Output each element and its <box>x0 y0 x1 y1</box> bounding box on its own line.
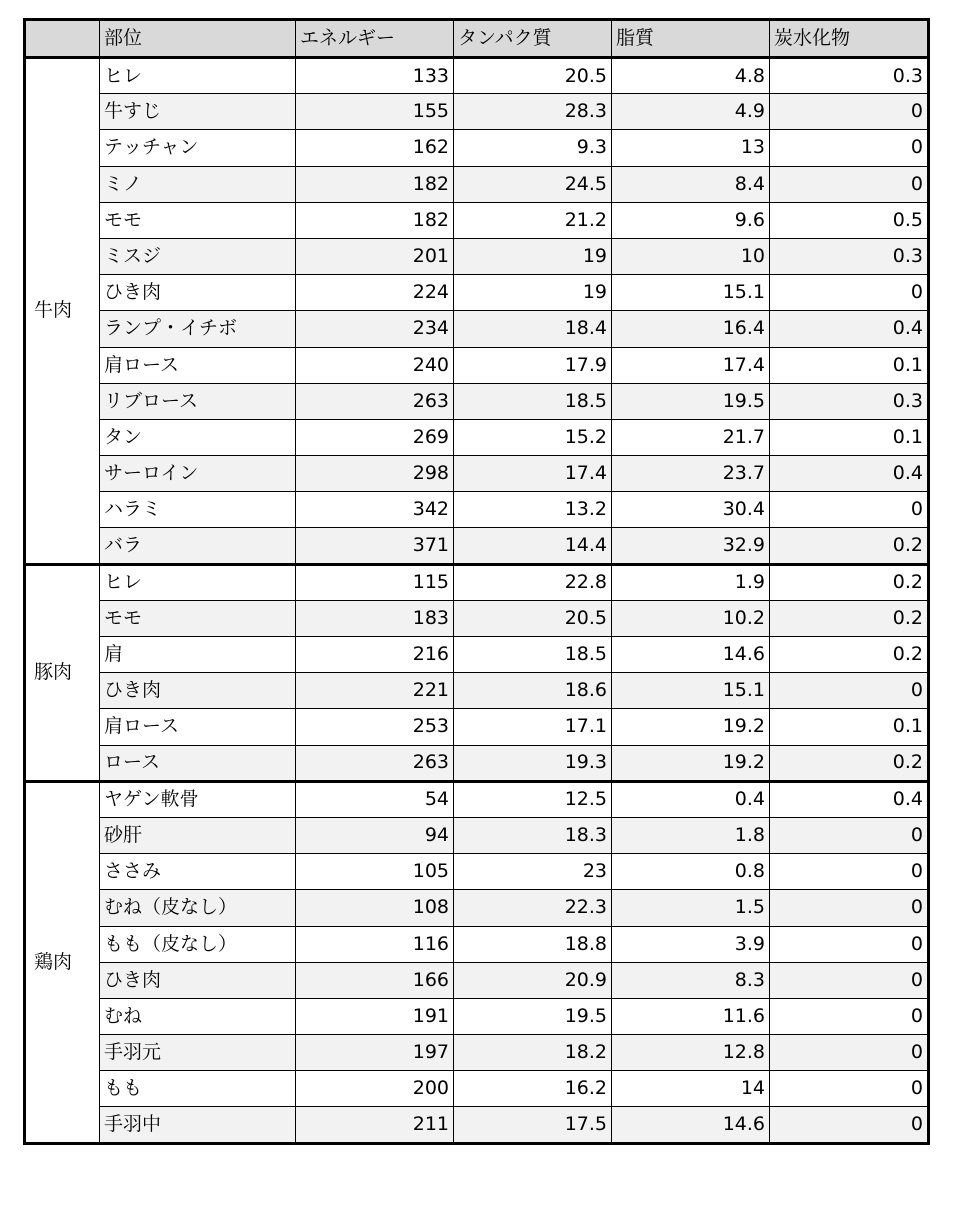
meat-group <box>25 564 929 781</box>
fat-cell: 12.8 <box>612 1035 770 1071</box>
part-cell: 手羽元 <box>100 1035 296 1071</box>
energy-cell: 108 <box>296 890 454 926</box>
table-row <box>25 202 929 238</box>
protein-cell: 22.3 <box>454 890 612 926</box>
fat-cell: 4.8 <box>612 58 770 94</box>
energy-cell: 234 <box>296 311 454 347</box>
energy-cell: 182 <box>296 202 454 238</box>
energy-cell: 182 <box>296 166 454 202</box>
table-row <box>25 998 929 1034</box>
table-row <box>25 600 929 636</box>
carbs-cell: 0 <box>770 1035 929 1071</box>
carbs-cell: 0.2 <box>770 528 929 564</box>
protein-cell: 21.2 <box>454 202 612 238</box>
fat-cell: 10 <box>612 238 770 274</box>
table-row <box>25 419 929 455</box>
category-cell: 牛肉 <box>25 58 100 565</box>
table-row <box>25 890 929 926</box>
carbs-cell: 0 <box>770 854 929 890</box>
fat-cell: 8.3 <box>612 962 770 998</box>
part-cell: 砂肝 <box>100 817 296 853</box>
energy-cell: 54 <box>296 781 454 817</box>
energy-cell: 133 <box>296 58 454 94</box>
fat-cell: 14 <box>612 1071 770 1107</box>
table-row <box>25 926 929 962</box>
header-part: 部位 <box>100 20 296 58</box>
table-row <box>25 854 929 890</box>
energy-cell: 94 <box>296 817 454 853</box>
fat-cell: 8.4 <box>612 166 770 202</box>
table-row <box>25 1071 929 1107</box>
energy-cell: 197 <box>296 1035 454 1071</box>
energy-cell: 115 <box>296 564 454 600</box>
energy-cell: 371 <box>296 528 454 564</box>
protein-cell: 17.1 <box>454 709 612 745</box>
part-cell: ヒレ <box>100 58 296 94</box>
fat-cell: 19.2 <box>612 745 770 781</box>
fat-cell: 11.6 <box>612 998 770 1034</box>
fat-cell: 0.4 <box>612 781 770 817</box>
energy-cell: 342 <box>296 492 454 528</box>
header-row <box>25 20 929 58</box>
part-cell: タン <box>100 419 296 455</box>
protein-cell: 18.6 <box>454 673 612 709</box>
carbs-cell: 0 <box>770 926 929 962</box>
table-header <box>25 20 929 58</box>
carbs-cell: 0.1 <box>770 709 929 745</box>
fat-cell: 15.1 <box>612 275 770 311</box>
table-row <box>25 58 929 94</box>
part-cell: むね <box>100 998 296 1034</box>
protein-cell: 13.2 <box>454 492 612 528</box>
fat-cell: 1.5 <box>612 890 770 926</box>
protein-cell: 14.4 <box>454 528 612 564</box>
protein-cell: 20.5 <box>454 58 612 94</box>
protein-cell: 19 <box>454 275 612 311</box>
energy-cell: 211 <box>296 1107 454 1143</box>
fat-cell: 14.6 <box>612 1107 770 1143</box>
protein-cell: 16.2 <box>454 1071 612 1107</box>
table-row <box>25 673 929 709</box>
carbs-cell: 0 <box>770 962 929 998</box>
protein-cell: 20.5 <box>454 600 612 636</box>
part-cell: ミスジ <box>100 238 296 274</box>
table-row <box>25 311 929 347</box>
carbs-cell: 0 <box>770 166 929 202</box>
carbs-cell: 0.1 <box>770 347 929 383</box>
table-row <box>25 94 929 130</box>
table-row <box>25 1107 929 1143</box>
energy-cell: 269 <box>296 419 454 455</box>
table-row <box>25 456 929 492</box>
nutrition-table <box>23 18 930 1145</box>
protein-cell: 22.8 <box>454 564 612 600</box>
protein-cell: 17.9 <box>454 347 612 383</box>
fat-cell: 17.4 <box>612 347 770 383</box>
part-cell: 肩 <box>100 637 296 673</box>
part-cell: ひき肉 <box>100 673 296 709</box>
table-row <box>25 383 929 419</box>
header-fat: 脂質 <box>612 20 770 58</box>
fat-cell: 16.4 <box>612 311 770 347</box>
table-row <box>25 1035 929 1071</box>
part-cell: 牛すじ <box>100 94 296 130</box>
part-cell: 肩ロース <box>100 709 296 745</box>
meat-group <box>25 58 929 565</box>
protein-cell: 18.5 <box>454 383 612 419</box>
fat-cell: 9.6 <box>612 202 770 238</box>
part-cell: ヒレ <box>100 564 296 600</box>
category-cell: 豚肉 <box>25 564 100 781</box>
part-cell: 肩ロース <box>100 347 296 383</box>
protein-cell: 24.5 <box>454 166 612 202</box>
table-row <box>25 745 929 781</box>
fat-cell: 1.9 <box>612 564 770 600</box>
part-cell: ミノ <box>100 166 296 202</box>
energy-cell: 224 <box>296 275 454 311</box>
protein-cell: 9.3 <box>454 130 612 166</box>
fat-cell: 19.2 <box>612 709 770 745</box>
header-category <box>25 20 100 58</box>
table-row <box>25 130 929 166</box>
protein-cell: 19.5 <box>454 998 612 1034</box>
part-cell: ヤゲン軟骨 <box>100 781 296 817</box>
protein-cell: 15.2 <box>454 419 612 455</box>
fat-cell: 19.5 <box>612 383 770 419</box>
carbs-cell: 0 <box>770 1107 929 1143</box>
carbs-cell: 0.2 <box>770 564 929 600</box>
carbs-cell: 0.3 <box>770 58 929 94</box>
table-row <box>25 528 929 564</box>
carbs-cell: 0.5 <box>770 202 929 238</box>
carbs-cell: 0 <box>770 130 929 166</box>
energy-cell: 162 <box>296 130 454 166</box>
table-row <box>25 238 929 274</box>
energy-cell: 263 <box>296 745 454 781</box>
fat-cell: 32.9 <box>612 528 770 564</box>
part-cell: リブロース <box>100 383 296 419</box>
protein-cell: 12.5 <box>454 781 612 817</box>
fat-cell: 3.9 <box>612 926 770 962</box>
part-cell: ロース <box>100 745 296 781</box>
carbs-cell: 0 <box>770 998 929 1034</box>
energy-cell: 298 <box>296 456 454 492</box>
fat-cell: 23.7 <box>612 456 770 492</box>
part-cell: ハラミ <box>100 492 296 528</box>
carbs-cell: 0 <box>770 1071 929 1107</box>
carbs-cell: 0.4 <box>770 781 929 817</box>
fat-cell: 13 <box>612 130 770 166</box>
fat-cell: 15.1 <box>612 673 770 709</box>
carbs-cell: 0.1 <box>770 419 929 455</box>
energy-cell: 216 <box>296 637 454 673</box>
table-row <box>25 564 929 600</box>
part-cell: 手羽中 <box>100 1107 296 1143</box>
protein-cell: 18.8 <box>454 926 612 962</box>
carbs-cell: 0.4 <box>770 456 929 492</box>
table-row <box>25 166 929 202</box>
carbs-cell: 0.2 <box>770 600 929 636</box>
protein-cell: 18.4 <box>454 311 612 347</box>
protein-cell: 18.5 <box>454 637 612 673</box>
fat-cell: 10.2 <box>612 600 770 636</box>
table-row <box>25 962 929 998</box>
protein-cell: 17.5 <box>454 1107 612 1143</box>
table-row <box>25 492 929 528</box>
energy-cell: 166 <box>296 962 454 998</box>
energy-cell: 155 <box>296 94 454 130</box>
part-cell: ささみ <box>100 854 296 890</box>
part-cell: テッチャン <box>100 130 296 166</box>
part-cell: むね（皮なし） <box>100 890 296 926</box>
part-cell: バラ <box>100 528 296 564</box>
energy-cell: 191 <box>296 998 454 1034</box>
part-cell: モモ <box>100 202 296 238</box>
energy-cell: 183 <box>296 600 454 636</box>
energy-cell: 200 <box>296 1071 454 1107</box>
energy-cell: 116 <box>296 926 454 962</box>
fat-cell: 4.9 <box>612 94 770 130</box>
table-row <box>25 637 929 673</box>
table-row <box>25 709 929 745</box>
carbs-cell: 0.3 <box>770 238 929 274</box>
part-cell: もも <box>100 1071 296 1107</box>
part-cell: ひき肉 <box>100 962 296 998</box>
protein-cell: 17.4 <box>454 456 612 492</box>
part-cell: ランプ・イチボ <box>100 311 296 347</box>
fat-cell: 14.6 <box>612 637 770 673</box>
protein-cell: 18.2 <box>454 1035 612 1071</box>
protein-cell: 18.3 <box>454 817 612 853</box>
fat-cell: 1.8 <box>612 817 770 853</box>
header-energy: エネルギー <box>296 20 454 58</box>
energy-cell: 253 <box>296 709 454 745</box>
energy-cell: 105 <box>296 854 454 890</box>
carbs-cell: 0 <box>770 817 929 853</box>
meat-group <box>25 781 929 1143</box>
carbs-cell: 0.3 <box>770 383 929 419</box>
carbs-cell: 0 <box>770 673 929 709</box>
category-cell: 鶏肉 <box>25 781 100 1143</box>
fat-cell: 21.7 <box>612 419 770 455</box>
carbs-cell: 0.2 <box>770 745 929 781</box>
energy-cell: 221 <box>296 673 454 709</box>
protein-cell: 19 <box>454 238 612 274</box>
fat-cell: 0.8 <box>612 854 770 890</box>
part-cell: ひき肉 <box>100 275 296 311</box>
energy-cell: 240 <box>296 347 454 383</box>
carbs-cell: 0 <box>770 94 929 130</box>
table-row <box>25 781 929 817</box>
part-cell: もも（皮なし） <box>100 926 296 962</box>
protein-cell: 20.9 <box>454 962 612 998</box>
table-row <box>25 347 929 383</box>
header-carbs: 炭水化物 <box>770 20 929 58</box>
carbs-cell: 0 <box>770 275 929 311</box>
table-row <box>25 817 929 853</box>
energy-cell: 263 <box>296 383 454 419</box>
carbs-cell: 0.4 <box>770 311 929 347</box>
energy-cell: 201 <box>296 238 454 274</box>
carbs-cell: 0 <box>770 492 929 528</box>
protein-cell: 19.3 <box>454 745 612 781</box>
header-protein: タンパク質 <box>454 20 612 58</box>
protein-cell: 28.3 <box>454 94 612 130</box>
protein-cell: 23 <box>454 854 612 890</box>
table-row <box>25 275 929 311</box>
carbs-cell: 0.2 <box>770 637 929 673</box>
carbs-cell: 0 <box>770 890 929 926</box>
part-cell: サーロイン <box>100 456 296 492</box>
part-cell: モモ <box>100 600 296 636</box>
fat-cell: 30.4 <box>612 492 770 528</box>
